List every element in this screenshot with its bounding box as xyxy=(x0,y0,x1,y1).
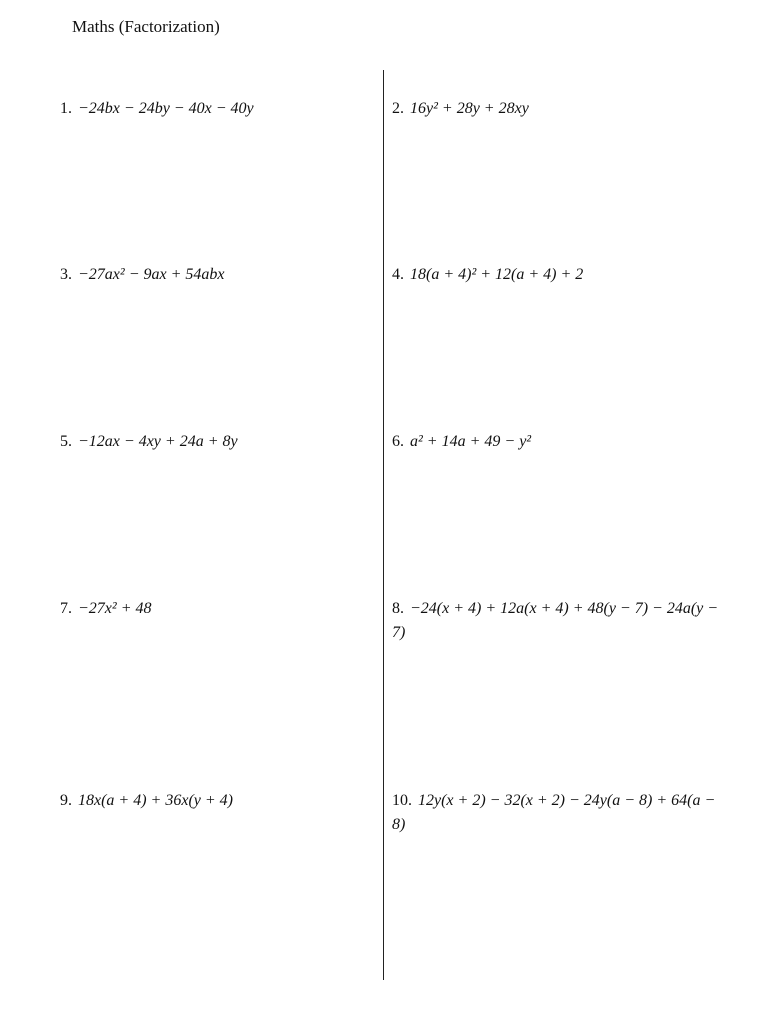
problem-number: 6. xyxy=(392,433,404,450)
problem-5 xyxy=(60,430,360,454)
problem-number: 9. xyxy=(60,792,72,809)
problem-expression: −24(x + 4) + 12a(x + 4) + 48(y − 7) − 24a(y − 7) xyxy=(392,600,719,641)
problem-10 xyxy=(392,789,722,837)
problem-number: 5. xyxy=(60,433,72,450)
problem-6 xyxy=(392,430,722,454)
problem-expression: −24bx − 24by − 40x − 40y xyxy=(78,100,254,117)
problem-1 xyxy=(60,97,360,121)
problem-8 xyxy=(392,597,722,645)
problem-number: 2. xyxy=(392,100,404,117)
problem-expression: 18(a + 4)² + 12(a + 4) + 2 xyxy=(410,266,584,283)
problem-number: 10. xyxy=(392,792,412,809)
problem-2 xyxy=(392,97,722,121)
problem-number: 3. xyxy=(60,266,72,283)
problem-number: 1. xyxy=(60,100,72,117)
problem-expression: 18x(a + 4) + 36x(y + 4) xyxy=(78,792,234,809)
page-title: Maths (Factorization) xyxy=(72,17,220,36)
problem-9 xyxy=(60,789,360,813)
problem-expression: −27ax² − 9ax + 54abx xyxy=(78,266,225,283)
problem-expression: −27x² + 48 xyxy=(78,600,152,617)
problem-expression: 16y² + 28y + 28xy xyxy=(410,100,529,117)
problem-expression: a² + 14a + 49 − y² xyxy=(410,433,532,450)
problem-number: 8. xyxy=(392,600,404,617)
problem-7 xyxy=(60,597,360,621)
problem-expression: −12ax − 4xy + 24a + 8y xyxy=(78,433,238,450)
problem-number: 4. xyxy=(392,266,404,283)
problem-number: 7. xyxy=(60,600,72,617)
problem-4 xyxy=(392,263,722,287)
problem-3 xyxy=(60,263,360,287)
column-divider xyxy=(383,70,384,980)
problem-expression: 12y(x + 2) − 32(x + 2) − 24y(a − 8) + 64(a − 8) xyxy=(392,792,716,833)
